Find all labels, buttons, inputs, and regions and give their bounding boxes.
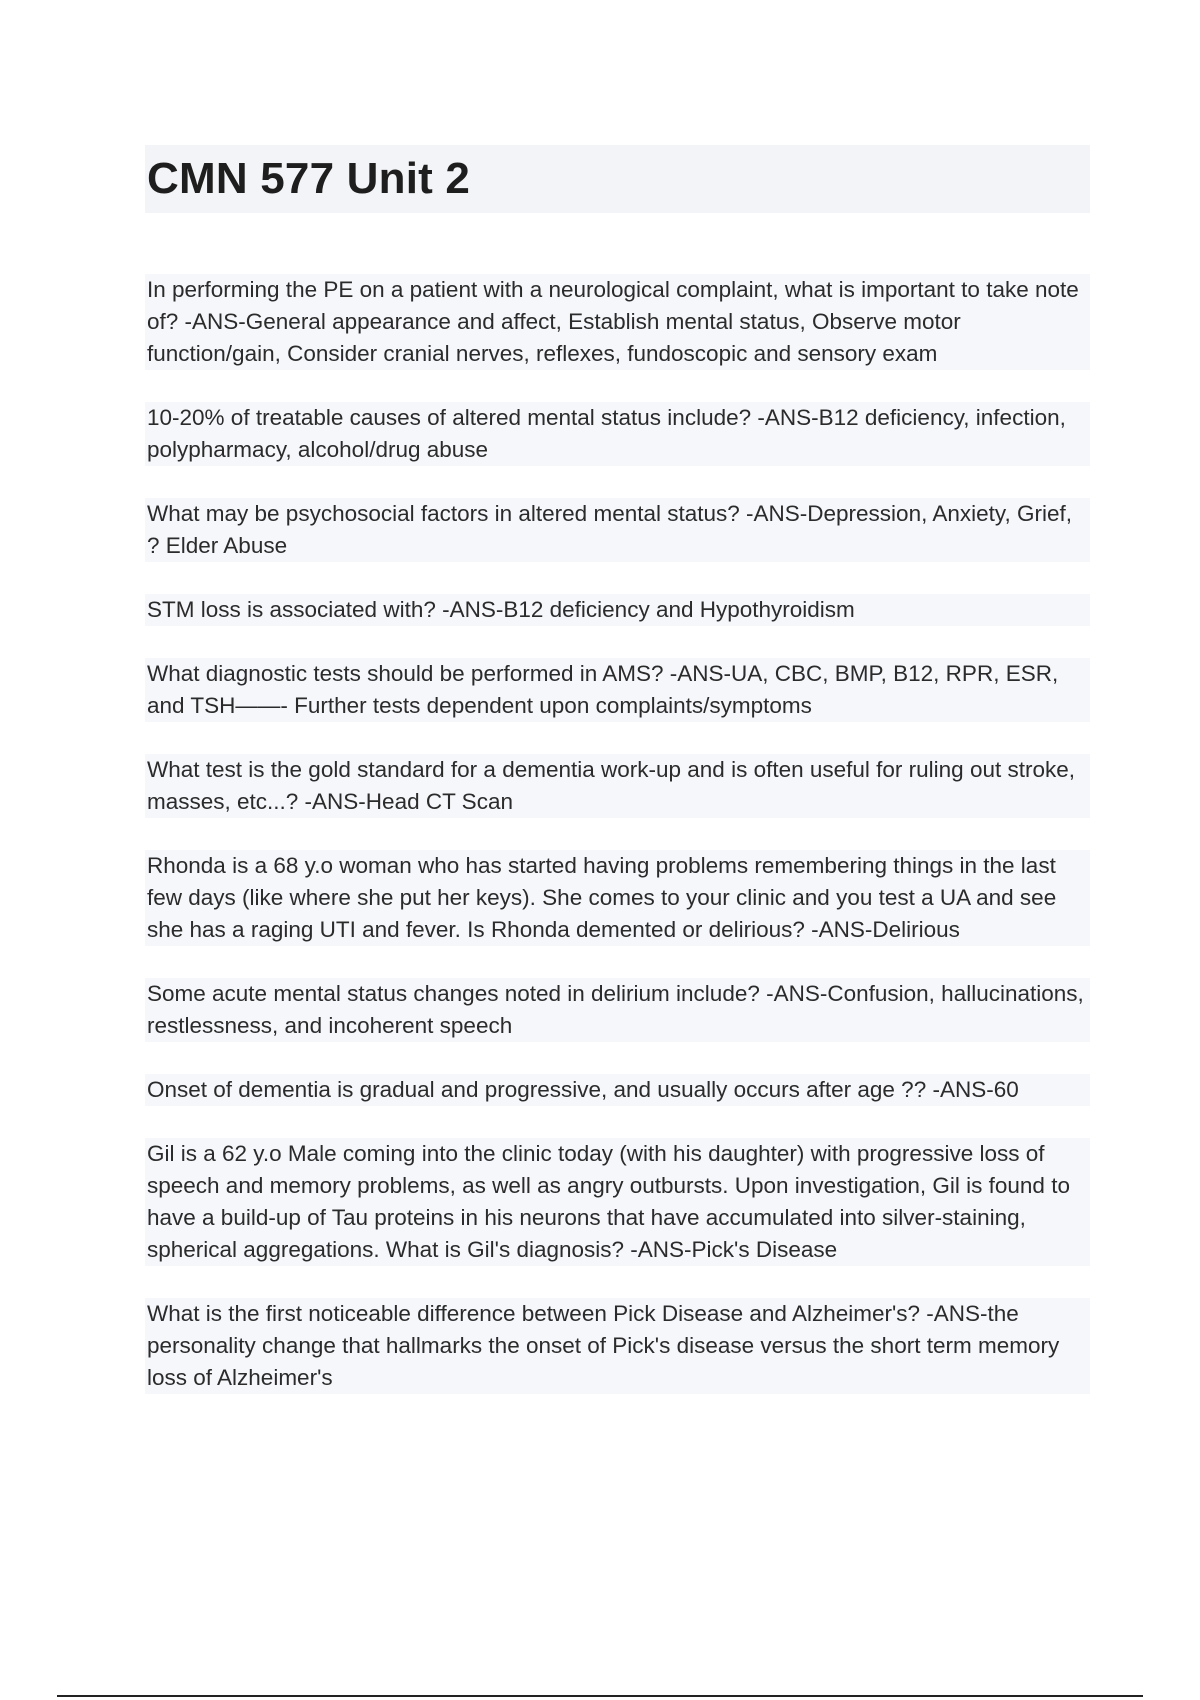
qa-list — [145, 274, 1090, 1426]
title-bar — [145, 145, 1090, 213]
qa-item: What diagnostic tests should be performed in AMS? -ANS-UA, CBC, BMP, B12, RPR, ESR, and TSH——- Further tests dependent upon complaints/symptoms — [145, 658, 1090, 722]
footer-divider — [57, 1695, 1143, 1697]
qa-item: Some acute mental status changes noted in delirium include? -ANS-Confusion, hallucinations, restlessness, and incoherent speech — [145, 978, 1090, 1042]
qa-item: In performing the PE on a patient with a neurological complaint, what is important to take note of? -ANS-General appearance and affect, Establish mental status, Observe motor function/gain, Consider cranial nerves, reflexes, fundoscopic and sensory exam — [145, 274, 1090, 370]
qa-item: Rhonda is a 68 y.o woman who has started having problems remembering things in the last few days (like where she put her keys). She comes to your clinic and you test a UA and see she has a raging UTI and fever. Is Rhonda demented or delirious? -ANS-Delirious — [145, 850, 1090, 946]
qa-item: STM loss is associated with? -ANS-B12 deficiency and Hypothyroidism — [145, 594, 1090, 626]
qa-item: 10-20% of treatable causes of altered mental status include? -ANS-B12 deficiency, infection, polypharmacy, alcohol/drug abuse — [145, 402, 1090, 466]
qa-item: What test is the gold standard for a dementia work-up and is often useful for ruling out stroke, masses, etc...? -ANS-Head CT Scan — [145, 754, 1090, 818]
qa-item: Onset of dementia is gradual and progressive, and usually occurs after age ?? -ANS-60 — [145, 1074, 1090, 1106]
qa-item: What may be psychosocial factors in altered mental status? -ANS-Depression, Anxiety, Grief, ? Elder Abuse — [145, 498, 1090, 562]
document-title: CMN 577 Unit 2 — [147, 154, 471, 203]
qa-item: What is the first noticeable difference between Pick Disease and Alzheimer's? -ANS-the personality change that hallmarks the onset of Pick's disease versus the short term memory loss of Alzheimer's — [145, 1298, 1090, 1394]
qa-item: Gil is a 62 y.o Male coming into the clinic today (with his daughter) with progressive loss of speech and memory problems, as well as angry outbursts. Upon investigation, Gil is found to have a build-up of Tau proteins in his neurons that have accumulated into silver-staining, spherical aggregations. What is Gil's diagnosis? -ANS-Pick's Disease — [145, 1138, 1090, 1266]
